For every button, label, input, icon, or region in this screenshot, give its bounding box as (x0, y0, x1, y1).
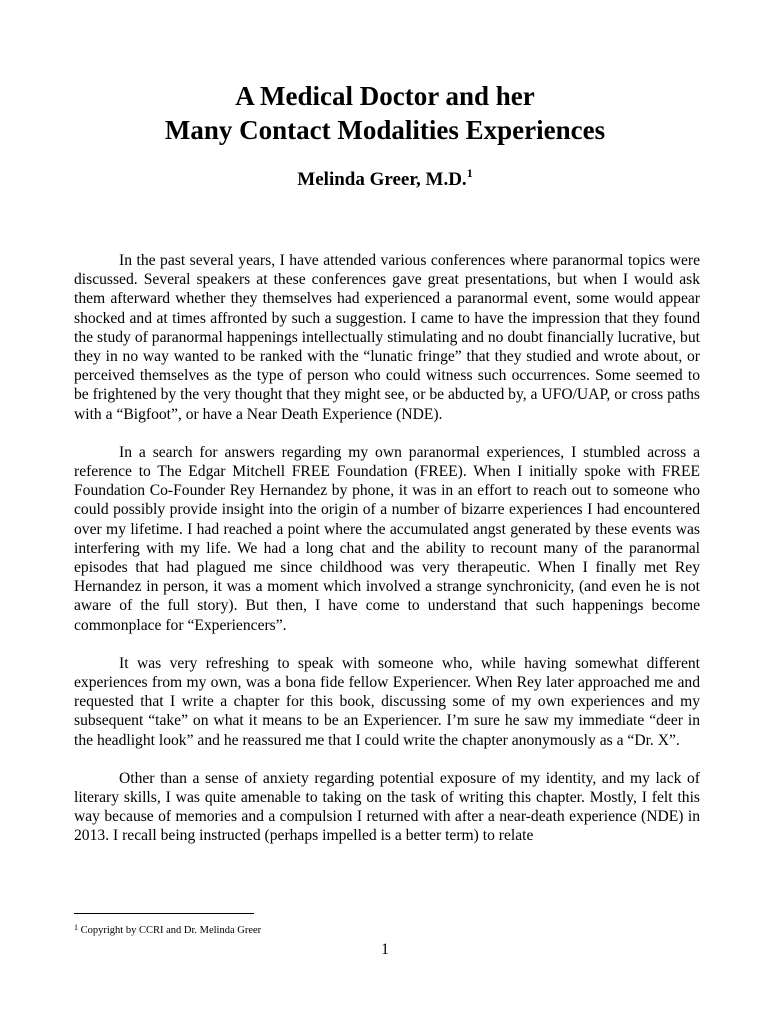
footnote-reference[interactable]: 1 (466, 166, 473, 180)
footnote-text: Copyright by CCRI and Dr. Melinda Greer (80, 925, 262, 936)
title-line-2: Many Contact Modalities Experiences (164, 115, 606, 145)
footnote-divider (74, 913, 254, 914)
body-text (74, 251, 700, 846)
paragraph-4: Other than a sense of anxiety regarding potential exposure of my identity, and my lack of literary skills, I was quite amenable to taking on the task of writing this chapter. Mostly, I felt this way because of memories and a compulsion I returned with after a near-death experience (NDE) in 2013. I recall being instructed (perhaps impelled is a better term) to relate (74, 769, 700, 845)
author-name: Melinda Greer, M.D. (297, 169, 467, 190)
author-byline (0, 168, 770, 192)
paragraph-2: In a search for answers regarding my own paranormal experiences, I stumbled across a reference to The Edgar Mitchell FREE Foundation (FREE). When I initially spoke with FREE Foundation Co-Founder Rey Hernandez by phone, it was in an effort to reach out to someone who could possibly provide insight into the origin of a number of bizarre experiences I had encountered over my lifetime. I had reached a point where the accumulated angst generated by these events was interfering with my life. We had a long chat and the ability to recount many of the paranormal episodes that had plagued me since childhood was very therapeutic. When I finally met Rey Hernandez in person, it was a moment which involved a strange synchronicity, (and even he is not aware of the full story). But then, I have come to understand that such happenings become commonplace for “Experiencers”. (74, 443, 700, 634)
paragraph-3: It was very refreshing to speak with someone who, while having somewhat different experiences from my own, was a bona fide fellow Experiencer. When Rey later approached me and requested that I write a chapter for this book, discussing some of my own experiences and my subsequent “take” on what it means to be an Experiencer. I’m sure he saw my immediate “deer in the headlight look” and he reassured me that I could write the chapter anonymously as a “Dr. X”. (74, 654, 700, 749)
document-title (0, 79, 770, 147)
title-line-1: A Medical Doctor and her (235, 81, 535, 111)
footnote-marker: 1 (74, 923, 78, 932)
paragraph-1: In the past several years, I have attended various conferences where paranormal topics were discussed. Several speakers at these conferences gave great presentations, but when I would ask them afterward whether they themselves had experienced a paranormal event, some would appear shocked and at times affronted by such a suggestion. I came to have the impression that they found the study of paranormal happenings intellectually stimulating and no doubt financially lucrative, but they in no way wanted to be ranked with the “lunatic fringe” that they studied and wrote about, or perceived themselves as the type of person who could witness such occurrences. Some seemed to be frightened by the very thought that they might see, or be abducted by, a UFO/UAP, or cross paths with a “Bigfoot”, or have a Near Death Experience (NDE). (74, 252, 700, 423)
footnote (74, 924, 261, 938)
page-number: 1 (381, 941, 389, 958)
